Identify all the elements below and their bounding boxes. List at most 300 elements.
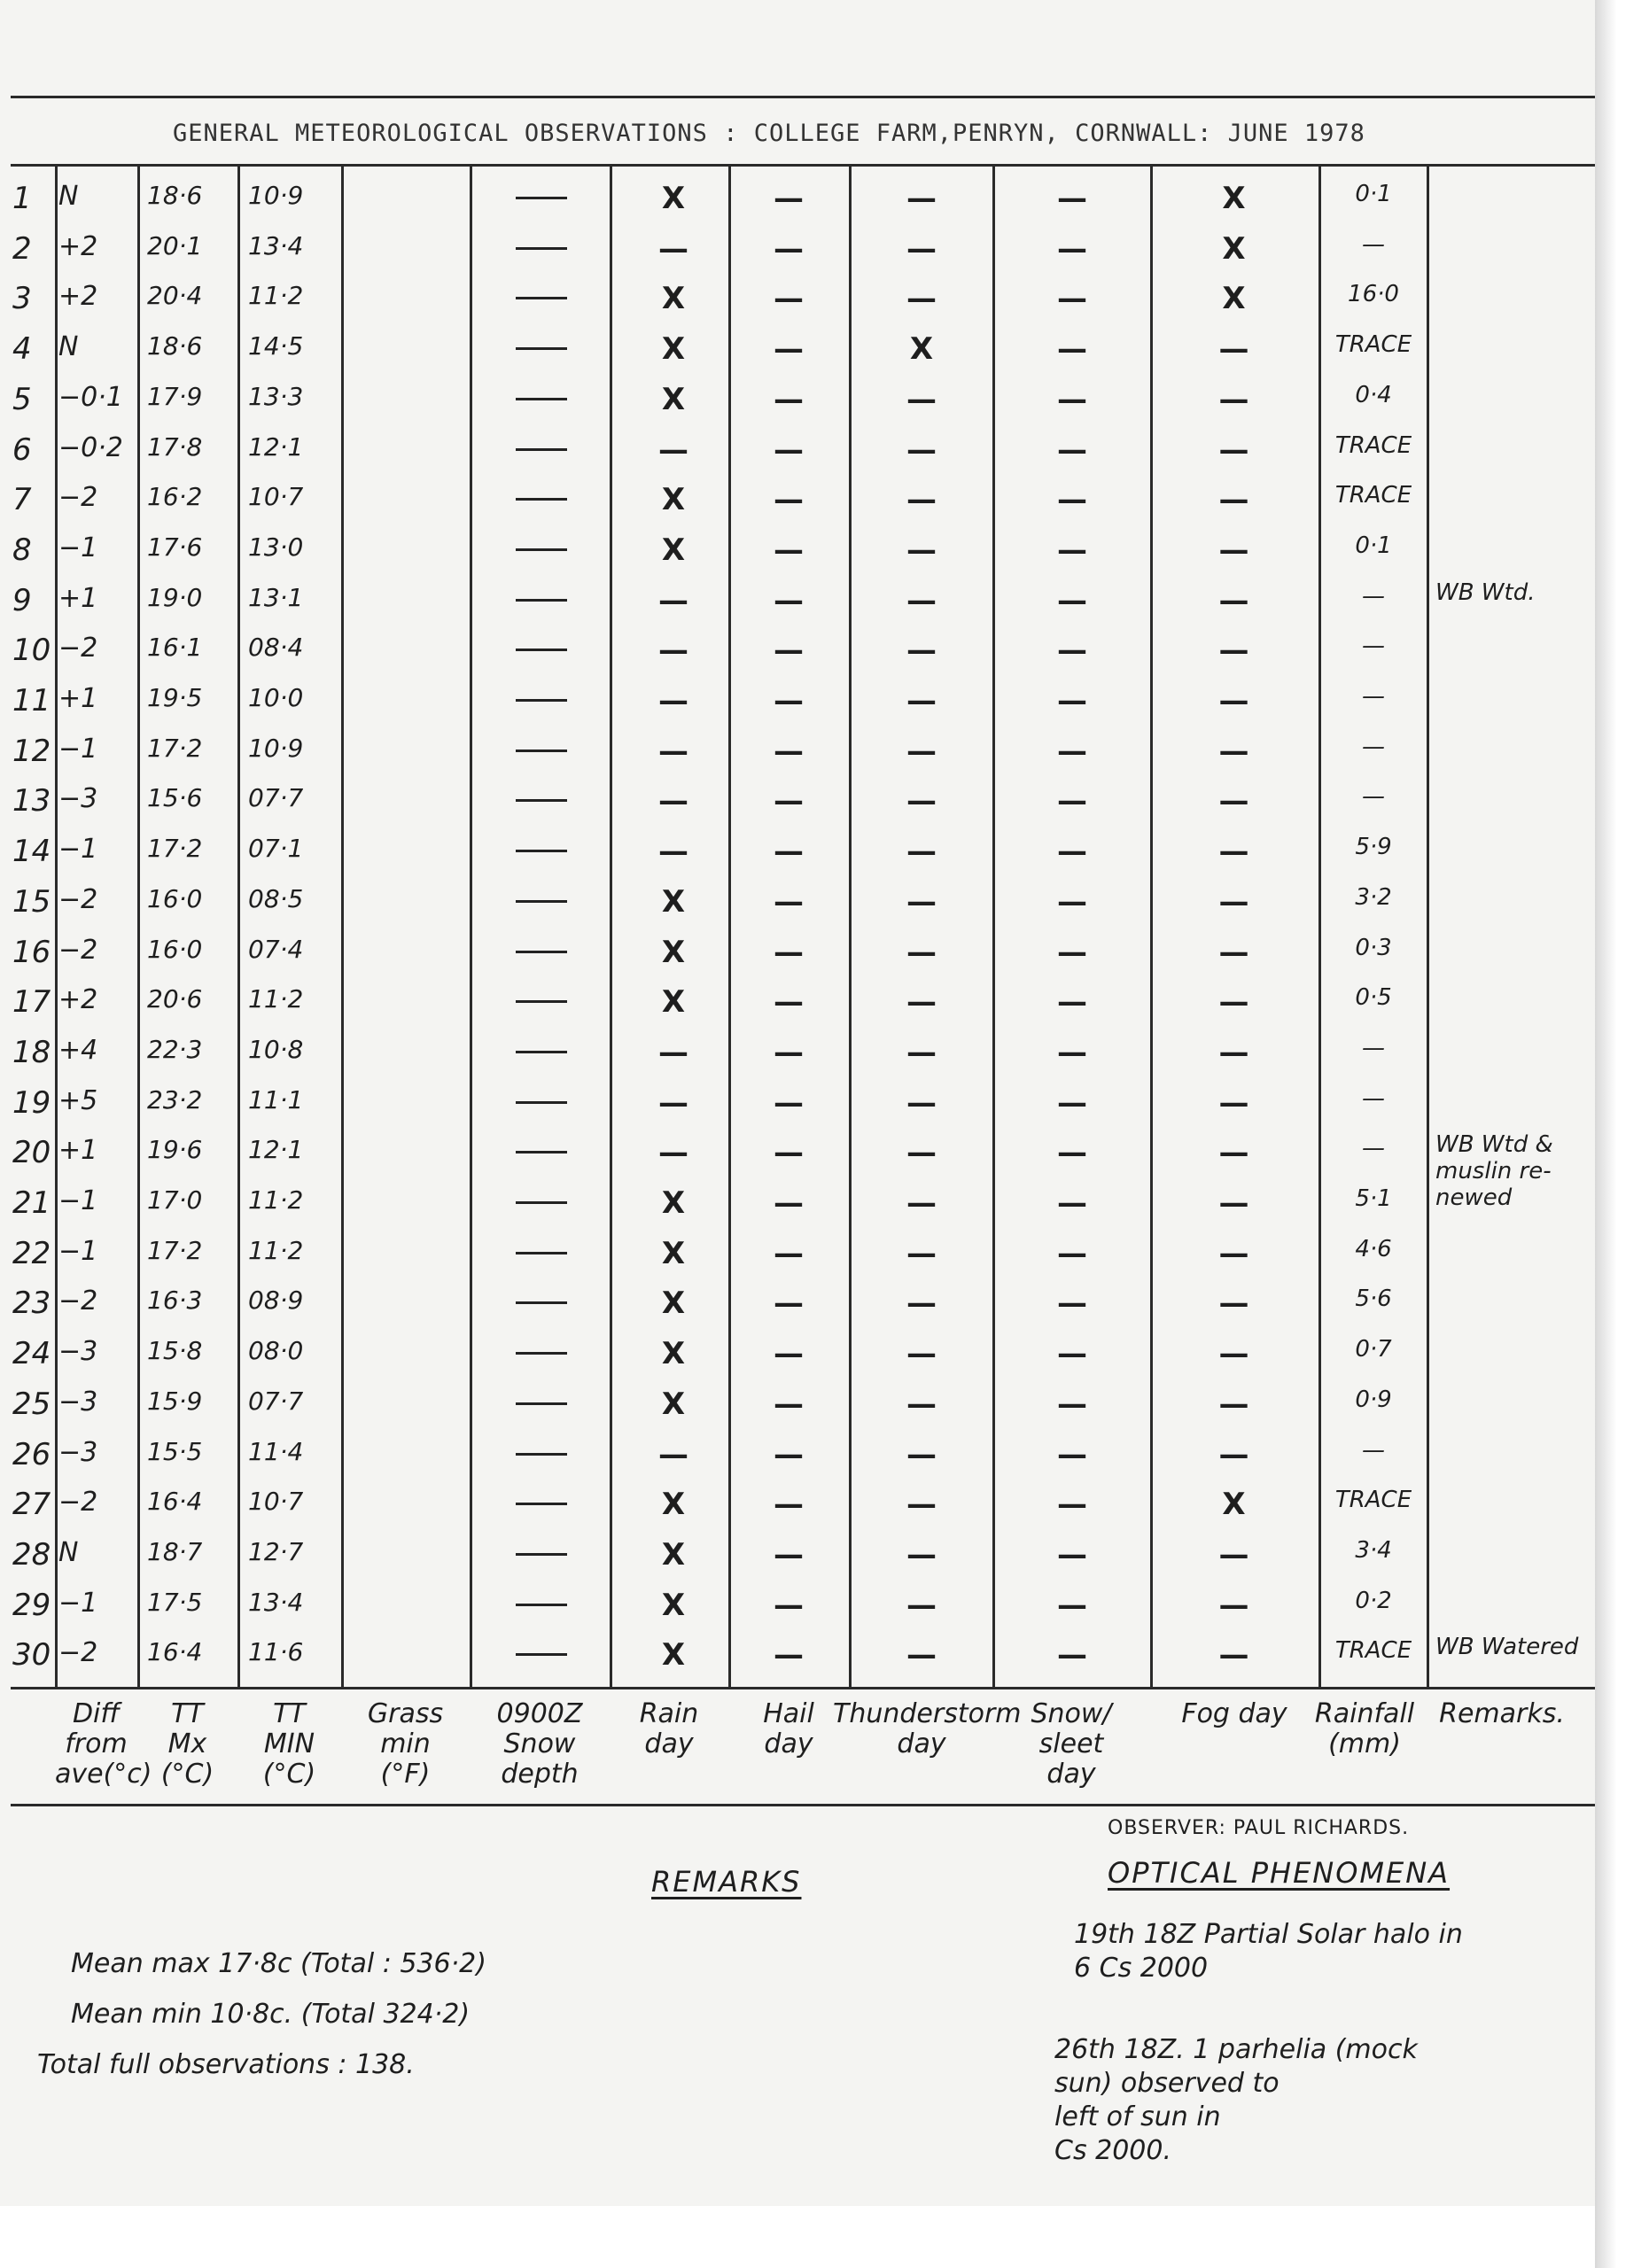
row-day: 4 (12, 331, 32, 368)
row-fog-day: — (1218, 834, 1249, 870)
observer-name: OBSERVER: PAUL RICHARDS. (1108, 1817, 1410, 1839)
row-thunderstorm-day: — (906, 1536, 937, 1573)
row-tt-min: 13·0 (248, 532, 304, 562)
header-rainfall: Rainfall (mm) (1314, 1698, 1415, 1759)
remarks-heading: REMARKS (651, 1865, 802, 1899)
table-row (0, 1332, 1595, 1375)
row-rainfall: TRACE (1334, 431, 1412, 459)
row-thunderstorm-day: — (906, 934, 937, 970)
row-tt-min: 10·7 (248, 482, 304, 512)
row-day: 21 (12, 1185, 51, 1221)
row-hail-day: — (774, 482, 804, 518)
row-thunderstorm-day: — (906, 1034, 937, 1070)
table-row (0, 478, 1595, 521)
row-day: 25 (12, 1386, 51, 1422)
row-tt-max: 16·2 (147, 482, 203, 512)
row-hail-day: — (774, 381, 804, 417)
row-snow-depth-dash (516, 1151, 567, 1153)
row-snow-depth-dash (516, 900, 567, 903)
row-day: 17 (12, 984, 51, 1021)
optical-entry-19th: 19th 18Z Partial Solar halo in 6 Cs 2000 (1074, 1919, 1463, 1984)
row-rain-day: — (658, 783, 688, 819)
row-tt-max: 15·5 (147, 1436, 203, 1466)
row-rain-day: — (658, 683, 688, 718)
row-snow-sleet-day: — (1057, 181, 1087, 216)
row-tt-max: 16·3 (147, 1285, 203, 1316)
row-day: 12 (12, 733, 51, 769)
row-snow-sleet-day: — (1057, 1084, 1087, 1121)
row-snow-depth-dash (516, 197, 567, 199)
row-snow-depth-dash (516, 1101, 567, 1104)
row-day: 8 (12, 532, 32, 568)
row-snow-sleet-day: — (1057, 381, 1087, 417)
row-rain-day: X (661, 934, 686, 970)
row-thunderstorm-day: — (906, 783, 937, 819)
header-diff: Diff from ave(°c) (55, 1698, 152, 1790)
row-tt-min: 14·5 (248, 331, 304, 361)
row-diff-from-ave: +2 (58, 230, 98, 262)
row-thunderstorm-day: — (906, 181, 937, 216)
row-rainfall: 3·2 (1355, 883, 1392, 911)
row-snow-sleet-day: — (1057, 1185, 1087, 1221)
table-row (0, 629, 1595, 672)
row-fog-day: — (1218, 1135, 1249, 1171)
row-fog-day: — (1218, 1235, 1249, 1271)
row-hail-day: — (774, 683, 804, 718)
row-rainfall: 0·4 (1355, 381, 1392, 408)
row-hail-day: — (774, 1637, 804, 1674)
row-rain-day: X (661, 883, 686, 920)
row-hail-day: — (774, 1436, 804, 1472)
table-row (0, 228, 1595, 270)
row-thunderstorm-day: — (906, 1336, 937, 1372)
row-rainfall: — (1362, 1084, 1385, 1112)
row-rainfall: TRACE (1334, 482, 1412, 509)
row-thunderstorm-day: — (906, 532, 937, 568)
optical-heading: OPTICAL PHENOMENA (1108, 1856, 1451, 1890)
row-day: 13 (12, 783, 51, 819)
row-snow-depth-dash (516, 699, 567, 702)
table-row (0, 981, 1595, 1023)
row-snow-sleet-day: — (1057, 1135, 1087, 1171)
table-row (0, 1182, 1595, 1224)
row-snow-sleet-day: — (1057, 633, 1087, 669)
row-snow-sleet-day: — (1057, 1285, 1087, 1322)
row-day: 16 (12, 934, 51, 970)
row-snow-sleet-day: — (1057, 1336, 1087, 1372)
row-rain-day: X (661, 381, 686, 417)
title-rule (11, 164, 1595, 167)
row-diff-from-ave: N (58, 181, 79, 212)
row-fog-day: — (1218, 1336, 1249, 1372)
table-row (0, 277, 1595, 320)
row-rain-day: X (661, 1536, 686, 1573)
row-rainfall: 0·7 (1355, 1336, 1392, 1363)
row-rainfall: — (1362, 230, 1385, 258)
row-thunderstorm-day: — (906, 482, 937, 518)
row-day: 7 (12, 482, 32, 518)
header-remarks: Remarks. (1439, 1698, 1565, 1729)
row-fog-day: — (1218, 1587, 1249, 1623)
row-thunderstorm-day: — (906, 633, 937, 669)
table-row (0, 529, 1595, 571)
header-snow-sleet-day: Snow/ sleet day (1031, 1698, 1112, 1790)
row-snow-sleet-day: — (1057, 582, 1087, 618)
row-day: 22 (12, 1235, 51, 1271)
row-hail-day: — (774, 1135, 804, 1171)
row-rainfall: 3·4 (1355, 1536, 1392, 1564)
row-tt-min: 11·2 (248, 1235, 304, 1265)
header-snow-depth: 0900Z Snow depth (496, 1698, 583, 1790)
row-thunderstorm-day: — (906, 683, 937, 718)
row-tt-max: 23·2 (147, 1084, 203, 1115)
row-tt-max: 17·2 (147, 834, 203, 864)
table-row (0, 680, 1595, 722)
table-row (0, 1282, 1595, 1324)
row-hail-day: — (774, 783, 804, 819)
row-snow-depth-dash (516, 850, 567, 852)
row-rain-day: — (658, 582, 688, 618)
row-tt-min: 12·7 (248, 1536, 304, 1566)
row-day: 11 (12, 683, 51, 718)
row-rain-day: X (661, 482, 686, 518)
row-tt-min: 10·7 (248, 1487, 304, 1517)
row-tt-min: 11·2 (248, 984, 304, 1014)
row-rain-day: X (661, 1386, 686, 1422)
row-rainfall: — (1362, 1034, 1385, 1061)
row-diff-from-ave: −1 (58, 1587, 98, 1619)
row-remark: WB Wtd. (1435, 579, 1536, 606)
row-fog-day: — (1218, 1034, 1249, 1070)
row-snow-sleet-day: — (1057, 482, 1087, 518)
row-tt-max: 19·6 (147, 1135, 203, 1165)
row-fog-day: — (1218, 633, 1249, 669)
row-hail-day: — (774, 1336, 804, 1372)
row-thunderstorm-day: — (906, 1285, 937, 1322)
row-snow-sleet-day: — (1057, 733, 1087, 769)
row-rain-day: — (658, 1084, 688, 1121)
row-rain-day: X (661, 1235, 686, 1271)
row-day: 14 (12, 834, 51, 870)
row-day: 24 (12, 1336, 51, 1372)
row-hail-day: — (774, 181, 804, 216)
row-rainfall: 0·1 (1355, 181, 1392, 207)
row-hail-day: — (774, 883, 804, 920)
row-thunderstorm-day: — (906, 834, 937, 870)
row-day: 1 (12, 181, 32, 216)
row-rainfall: TRACE (1334, 1487, 1412, 1514)
row-rainfall: 0·3 (1355, 934, 1392, 961)
row-hail-day: — (774, 1386, 804, 1422)
table-row (0, 1534, 1595, 1576)
table-row (0, 1584, 1595, 1627)
row-diff-from-ave: +2 (58, 281, 98, 313)
table-row (0, 881, 1595, 923)
row-tt-max: 16·4 (147, 1637, 203, 1667)
row-rainfall: 0·5 (1355, 984, 1392, 1012)
row-rain-day: — (658, 431, 688, 468)
row-tt-min: 11·6 (248, 1637, 304, 1667)
row-rain-day: X (661, 1487, 686, 1523)
row-fog-day: — (1218, 934, 1249, 970)
row-diff-from-ave: +1 (58, 582, 98, 614)
row-diff-from-ave: −3 (58, 1386, 98, 1418)
table-row (0, 1383, 1595, 1425)
row-diff-from-ave: −2 (58, 1487, 98, 1518)
row-rain-day: X (661, 1336, 686, 1372)
row-day: 15 (12, 883, 51, 920)
row-tt-min: 13·3 (248, 381, 304, 411)
row-tt-max: 18·7 (147, 1536, 203, 1566)
header-tt-mx: TT Mx (°C) (160, 1698, 214, 1790)
row-snow-sleet-day: — (1057, 331, 1087, 368)
row-rain-day: — (658, 834, 688, 870)
row-tt-max: 16·4 (147, 1487, 203, 1517)
row-fog-day: — (1218, 733, 1249, 769)
row-hail-day: — (774, 230, 804, 267)
row-hail-day: — (774, 733, 804, 769)
row-rain-day: — (658, 633, 688, 669)
row-snow-sleet-day: — (1057, 1536, 1087, 1573)
header-grass-min: Grass min (°F) (367, 1698, 444, 1790)
row-hail-day: — (774, 834, 804, 870)
sheet-title: GENERAL METEOROLOGICAL OBSERVATIONS : COLLEGE FARM,PENRYN, CORNWALL: JUNE 1978 (173, 120, 1365, 147)
row-hail-day: — (774, 1034, 804, 1070)
row-thunderstorm-day: — (906, 1487, 937, 1523)
row-snow-sleet-day: — (1057, 1637, 1087, 1674)
row-tt-min: 11·1 (248, 1084, 304, 1115)
row-fog-day: X (1222, 230, 1246, 267)
row-snow-sleet-day: — (1057, 883, 1087, 920)
row-thunderstorm-day: — (906, 381, 937, 417)
row-fog-day: X (1222, 281, 1246, 317)
row-day: 2 (12, 230, 32, 267)
table-row (0, 730, 1595, 773)
header-bottom-rule (11, 1804, 1595, 1806)
table-row (0, 1483, 1595, 1526)
row-thunderstorm-day: — (906, 1235, 937, 1271)
row-tt-min: 10·8 (248, 1034, 304, 1064)
row-tt-max: 16·0 (147, 883, 203, 913)
row-rain-day: X (661, 1185, 686, 1221)
total-observations: Total full observations : 138. (37, 2049, 415, 2080)
row-tt-max: 18·6 (147, 181, 203, 210)
row-hail-day: — (774, 1185, 804, 1221)
row-rainfall: — (1362, 1135, 1385, 1162)
row-fog-day: X (1222, 181, 1246, 216)
row-day: 18 (12, 1034, 51, 1070)
row-tt-min: 07·4 (248, 934, 304, 964)
row-diff-from-ave: −2 (58, 482, 98, 514)
row-tt-max: 22·3 (147, 1034, 203, 1064)
row-tt-max: 17·6 (147, 532, 203, 562)
row-tt-min: 12·1 (248, 1135, 304, 1165)
row-fog-day: — (1218, 532, 1249, 568)
row-rain-day: — (658, 230, 688, 267)
row-hail-day: — (774, 1487, 804, 1523)
row-fog-day: — (1218, 1436, 1249, 1472)
row-fog-day: — (1218, 582, 1249, 618)
table-row (0, 1082, 1595, 1124)
table-row (0, 830, 1595, 873)
table-row (0, 1433, 1595, 1476)
table-row (0, 780, 1595, 822)
row-snow-depth-dash (516, 649, 567, 651)
row-snow-depth-dash (516, 1453, 567, 1456)
row-rainfall: 4·6 (1355, 1235, 1392, 1262)
row-hail-day: — (774, 984, 804, 1021)
row-snow-sleet-day: — (1057, 281, 1087, 317)
row-snow-depth-dash (516, 750, 567, 752)
row-day: 6 (12, 431, 32, 468)
row-diff-from-ave: −1 (58, 1185, 98, 1216)
row-diff-from-ave: −3 (58, 783, 98, 815)
row-snow-sleet-day: — (1057, 783, 1087, 819)
row-diff-from-ave: −0·2 (58, 431, 123, 463)
row-hail-day: — (774, 431, 804, 468)
row-day: 10 (12, 633, 51, 669)
row-tt-max: 20·1 (147, 230, 203, 260)
row-rainfall: 0·1 (1355, 532, 1392, 559)
row-snow-sleet-day: — (1057, 532, 1087, 568)
row-diff-from-ave: −0·1 (58, 381, 123, 413)
row-fog-day: — (1218, 1084, 1249, 1121)
header-rain-day: Rain day (639, 1698, 699, 1759)
row-tt-min: 10·0 (248, 683, 304, 712)
row-rain-day: X (661, 1637, 686, 1674)
row-rainfall: 5·9 (1355, 834, 1392, 861)
row-hail-day: — (774, 331, 804, 368)
row-thunderstorm-day: — (906, 431, 937, 468)
row-tt-min: 08·9 (248, 1285, 304, 1316)
row-snow-depth-dash (516, 1051, 567, 1053)
optical-entry-26th: 26th 18Z. 1 parhelia (mock sun) observed to left of sun in Cs 2000. (1054, 2034, 1418, 2166)
row-snow-depth-dash (516, 1252, 567, 1254)
row-rain-day: X (661, 331, 686, 368)
row-rainfall: — (1362, 633, 1385, 660)
row-tt-min: 11·2 (248, 1185, 304, 1215)
page-edge (1595, 0, 1649, 2268)
row-diff-from-ave: +1 (58, 1135, 98, 1167)
row-tt-max: 20·6 (147, 984, 203, 1014)
row-snow-depth-dash (516, 498, 567, 501)
row-tt-min: 12·1 (248, 431, 304, 462)
row-rainfall: — (1362, 783, 1385, 811)
row-snow-depth-dash (516, 1653, 567, 1656)
row-snow-sleet-day: — (1057, 1587, 1087, 1623)
row-snow-sleet-day: — (1057, 1034, 1087, 1070)
row-diff-from-ave: −2 (58, 633, 98, 664)
row-diff-from-ave: −3 (58, 1336, 98, 1368)
row-fog-day: — (1218, 1386, 1249, 1422)
mean-max: Mean max 17·8c (Total : 536·2) (71, 1948, 486, 1979)
row-rain-day: — (658, 1034, 688, 1070)
row-tt-min: 07·1 (248, 834, 304, 864)
row-snow-sleet-day: — (1057, 934, 1087, 970)
row-diff-from-ave: −1 (58, 1235, 98, 1267)
row-thunderstorm-day: — (906, 1135, 937, 1171)
row-snow-sleet-day: — (1057, 1436, 1087, 1472)
row-day: 30 (12, 1637, 51, 1674)
row-day: 5 (12, 381, 32, 417)
row-rain-day: X (661, 1285, 686, 1322)
row-tt-max: 16·0 (147, 934, 203, 964)
row-day: 28 (12, 1536, 51, 1573)
row-hail-day: — (774, 532, 804, 568)
row-hail-day: — (774, 1084, 804, 1121)
top-rule (11, 96, 1595, 98)
row-fog-day: — (1218, 1285, 1249, 1322)
row-diff-from-ave: −1 (58, 733, 98, 765)
row-tt-max: 17·5 (147, 1587, 203, 1617)
row-fog-day: — (1218, 883, 1249, 920)
row-tt-max: 15·6 (147, 783, 203, 813)
row-day: 29 (12, 1587, 51, 1623)
row-snow-depth-dash (516, 1000, 567, 1003)
table-row (0, 931, 1595, 974)
header-thunderstorm-day: Thunderstorm day (833, 1698, 1022, 1759)
row-snow-depth-dash (516, 1503, 567, 1505)
row-thunderstorm-day: — (906, 1587, 937, 1623)
row-rain-day: X (661, 984, 686, 1021)
table-row (0, 1031, 1595, 1074)
table-row (0, 429, 1595, 471)
row-tt-min: 10·9 (248, 181, 304, 210)
row-fog-day: — (1218, 331, 1249, 368)
row-remark: WB Wtd & muslin re- newed (1435, 1131, 1553, 1212)
row-thunderstorm-day: — (906, 984, 937, 1021)
row-rain-day: X (661, 532, 686, 568)
row-rainfall: — (1362, 1436, 1385, 1464)
row-snow-depth-dash (516, 1352, 567, 1355)
row-thunderstorm-day: — (906, 1436, 937, 1472)
row-snow-sleet-day: — (1057, 683, 1087, 718)
row-fog-day: — (1218, 1637, 1249, 1674)
row-tt-max: 17·2 (147, 733, 203, 763)
row-tt-max: 16·1 (147, 633, 203, 663)
row-diff-from-ave: −1 (58, 834, 98, 866)
row-diff-from-ave: −2 (58, 934, 98, 966)
row-snow-depth-dash (516, 398, 567, 400)
row-thunderstorm-day: — (906, 733, 937, 769)
row-hail-day: — (774, 281, 804, 317)
row-rainfall: TRACE (1334, 1637, 1412, 1665)
row-rainfall: 0·2 (1355, 1587, 1392, 1614)
row-rainfall: TRACE (1334, 331, 1412, 359)
row-snow-depth-dash (516, 1301, 567, 1304)
row-diff-from-ave: +4 (58, 1034, 98, 1066)
table-bottom-rule (11, 1687, 1595, 1689)
row-snow-depth-dash (516, 448, 567, 451)
row-diff-from-ave: −2 (58, 1637, 98, 1669)
row-tt-max: 17·2 (147, 1235, 203, 1265)
row-tt-max: 15·9 (147, 1386, 203, 1416)
row-rainfall: 0·9 (1355, 1386, 1392, 1413)
row-fog-day: — (1218, 431, 1249, 468)
row-rain-day: — (658, 733, 688, 769)
header-fog-day: Fog day (1181, 1698, 1287, 1729)
row-tt-min: 08·4 (248, 633, 304, 663)
row-fog-day: — (1218, 381, 1249, 417)
row-tt-min: 08·5 (248, 883, 304, 913)
row-rainfall: 16·0 (1348, 281, 1399, 308)
row-snow-depth-dash (516, 548, 567, 551)
row-fog-day: X (1222, 1487, 1246, 1523)
row-tt-min: 07·7 (248, 1386, 304, 1416)
row-snow-sleet-day: — (1057, 431, 1087, 468)
header-tt-min: TT MIN (°C) (262, 1698, 316, 1790)
table-row (0, 1634, 1595, 1676)
